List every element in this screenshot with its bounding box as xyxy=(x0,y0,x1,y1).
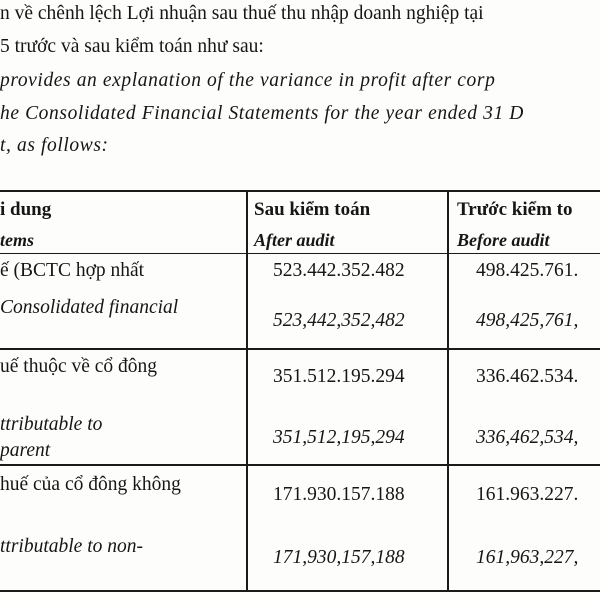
row-1-before-audit-value: 498.425.761. xyxy=(476,260,579,281)
intro-en-line-3: t, as follows: xyxy=(0,135,109,156)
table-header-divider xyxy=(0,253,600,254)
row-2-before-audit-value-en: 336,462,534, xyxy=(476,427,579,448)
intro-en-line-1: provides an explanation of the variance in profit after corp xyxy=(0,70,496,91)
row-2-after-audit-value: 351.512.195.294 xyxy=(273,366,405,387)
header-items-vn: i dung xyxy=(0,199,52,220)
row-2-after-audit-value-en: 351,512,195,294 xyxy=(273,427,405,448)
row-2-label-en-line-1: ttributable to xyxy=(0,414,103,435)
row-1-label-vn: ế (BCTC hợp nhất xyxy=(0,260,145,281)
row-2-label-vn: uế thuộc về cổ đông xyxy=(0,356,158,377)
table-column-divider xyxy=(246,190,248,592)
header-before-audit-en: Before audit xyxy=(457,230,550,250)
intro-en-line-2: he Consolidated Financial Statements for the year ended 31 D xyxy=(0,103,524,124)
row-1-after-audit-value-en: 523,442,352,482 xyxy=(273,310,405,331)
header-items-en: tems xyxy=(0,230,34,250)
row-3-before-audit-value: 161.963.227. xyxy=(476,484,579,505)
intro-vn-line-2: 5 trước và sau kiểm toán như sau: xyxy=(0,36,264,57)
row-3-label-vn: huế của cổ đông không xyxy=(0,474,181,495)
row-3-after-audit-value: 171.930.157.188 xyxy=(273,484,405,505)
table-bottom-border xyxy=(0,590,600,592)
header-after-audit-en: After audit xyxy=(254,230,335,250)
table-row-divider xyxy=(0,348,600,350)
row-3-label-en: ttributable to non- xyxy=(0,536,143,557)
row-3-before-audit-value-en: 161,963,227, xyxy=(476,547,579,568)
row-2-before-audit-value: 336.462.534. xyxy=(476,366,579,387)
table-top-border xyxy=(0,190,600,192)
row-1-label-en: Consolidated financial xyxy=(0,297,179,318)
header-after-audit-vn: Sau kiểm toán xyxy=(254,199,371,220)
table-row-divider xyxy=(0,464,600,466)
row-2-label-en-line-2: parent xyxy=(0,440,51,461)
row-1-after-audit-value: 523.442.352.482 xyxy=(273,260,405,281)
intro-vn-line-1: n về chênh lệch Lợi nhuận sau thuế thu nhập doanh nghiệp tại xyxy=(0,3,484,24)
row-3-after-audit-value-en: 171,930,157,188 xyxy=(273,547,405,568)
row-1-before-audit-value-en: 498,425,761, xyxy=(476,310,579,331)
header-before-audit-vn: Trước kiểm to xyxy=(457,199,573,220)
table-column-divider xyxy=(447,190,449,592)
